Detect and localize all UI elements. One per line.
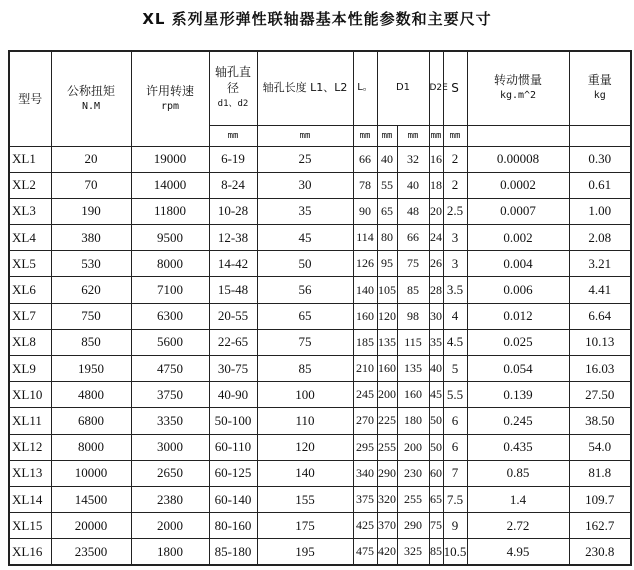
cell-speed: 3000 xyxy=(131,434,209,460)
unit-D1: mm xyxy=(397,125,429,146)
cell-weight: 162.7 xyxy=(569,513,631,539)
cell-E: 18 xyxy=(429,172,443,198)
cell-D: 55 xyxy=(377,172,397,198)
cell-bore: 10-28 xyxy=(209,198,257,224)
cell-D1: 40 xyxy=(397,172,429,198)
cell-len: 110 xyxy=(257,408,353,434)
cell-E: 50 xyxy=(429,408,443,434)
cell-L: 475 xyxy=(353,539,377,565)
cell-S: 4 xyxy=(443,303,467,329)
cell-D1: 98 xyxy=(397,303,429,329)
col-header-bore-length: 轴孔长度 L1、L2 xyxy=(257,51,353,125)
table-row xyxy=(9,225,631,251)
col-header-speed xyxy=(131,51,209,146)
cell-torque: 10000 xyxy=(51,460,131,486)
cell-bore: 22-65 xyxy=(209,329,257,355)
cell-L: 270 xyxy=(353,408,377,434)
cell-E: 65 xyxy=(429,486,443,512)
cell-torque: 750 xyxy=(51,303,131,329)
cell-E: 40 xyxy=(429,356,443,382)
cell-L: 114 xyxy=(353,225,377,251)
cell-len: 65 xyxy=(257,303,353,329)
table-row xyxy=(9,539,631,565)
cell-speed: 3350 xyxy=(131,408,209,434)
col-header-inertia xyxy=(467,51,569,125)
cell-E: 85 xyxy=(429,539,443,565)
unit-empty-weight xyxy=(569,125,631,146)
cell-torque: 380 xyxy=(51,225,131,251)
cell-torque: 23500 xyxy=(51,539,131,565)
cell-len: 50 xyxy=(257,251,353,277)
cell-D1: 290 xyxy=(397,513,429,539)
unit-bore-length: mm xyxy=(257,125,353,146)
cell-S: 3 xyxy=(443,251,467,277)
cell-bore: 40-90 xyxy=(209,382,257,408)
cell-E: 20 xyxy=(429,198,443,224)
cell-L: 185 xyxy=(353,329,377,355)
cell-torque: 8000 xyxy=(51,434,131,460)
cell-S: 9 xyxy=(443,513,467,539)
cell-weight: 6.64 xyxy=(569,303,631,329)
cell-L: 140 xyxy=(353,277,377,303)
cell-bore: 20-55 xyxy=(209,303,257,329)
cell-D: 120 xyxy=(377,303,397,329)
cell-bore: 50-100 xyxy=(209,408,257,434)
cell-len: 75 xyxy=(257,329,353,355)
cell-S: 3 xyxy=(443,225,467,251)
cell-model: XL11 xyxy=(9,408,51,434)
speed-label: 许用转速 xyxy=(145,83,194,98)
bore-label-2: 径 xyxy=(226,81,239,96)
table-row xyxy=(9,277,631,303)
cell-torque: 70 xyxy=(51,172,131,198)
table-row xyxy=(9,382,631,408)
col-header-weight xyxy=(569,51,631,125)
table-row xyxy=(9,513,631,539)
speed-unit: rpm xyxy=(160,100,180,112)
cell-inertia: 0.002 xyxy=(467,225,569,251)
cell-D: 135 xyxy=(377,329,397,355)
cell-inertia: 0.139 xyxy=(467,382,569,408)
cell-D1: 255 xyxy=(397,486,429,512)
cell-speed: 9500 xyxy=(131,225,209,251)
cell-L: 295 xyxy=(353,434,377,460)
cell-speed: 19000 xyxy=(131,146,209,172)
cell-torque: 1950 xyxy=(51,356,131,382)
table-row xyxy=(9,251,631,277)
table-row xyxy=(9,434,631,460)
cell-speed: 1800 xyxy=(131,539,209,565)
cell-inertia: 1.4 xyxy=(467,486,569,512)
cell-S: 2 xyxy=(443,172,467,198)
cell-S: 7.5 xyxy=(443,486,467,512)
cell-len: 100 xyxy=(257,382,353,408)
cell-model: XL12 xyxy=(9,434,51,460)
cell-weight: 4.41 xyxy=(569,277,631,303)
cell-inertia: 0.006 xyxy=(467,277,569,303)
cell-L: 340 xyxy=(353,460,377,486)
cell-len: 35 xyxy=(257,198,353,224)
cell-L: 245 xyxy=(353,382,377,408)
cell-D1: 75 xyxy=(397,251,429,277)
cell-bore: 14-42 xyxy=(209,251,257,277)
weight-label: 重量 xyxy=(587,73,612,88)
cell-model: XL3 xyxy=(9,198,51,224)
cell-D: 320 xyxy=(377,486,397,512)
cell-D1: 230 xyxy=(397,460,429,486)
cell-D1: 115 xyxy=(397,329,429,355)
col-header-bore xyxy=(209,51,257,125)
inertia-label: 转动惯量 xyxy=(493,73,542,88)
cell-D: 105 xyxy=(377,277,397,303)
cell-L: 160 xyxy=(353,303,377,329)
cell-bore: 6-19 xyxy=(209,146,257,172)
cell-weight: 0.61 xyxy=(569,172,631,198)
unit-bore: mm xyxy=(209,125,257,146)
col-header-D2E: D2E xyxy=(429,51,443,125)
cell-len: 140 xyxy=(257,460,353,486)
table-row xyxy=(9,408,631,434)
cell-bore: 30-75 xyxy=(209,356,257,382)
cell-bore: 8-24 xyxy=(209,172,257,198)
cell-L: 375 xyxy=(353,486,377,512)
cell-S: 10.5 xyxy=(443,539,467,565)
weight-unit: kg xyxy=(593,90,606,102)
cell-speed: 3750 xyxy=(131,382,209,408)
cell-inertia: 4.95 xyxy=(467,539,569,565)
cell-E: 45 xyxy=(429,382,443,408)
cell-bore: 15-48 xyxy=(209,277,257,303)
cell-S: 5 xyxy=(443,356,467,382)
cell-len: 25 xyxy=(257,146,353,172)
cell-inertia: 0.004 xyxy=(467,251,569,277)
cell-weight: 10.13 xyxy=(569,329,631,355)
cell-model: XL9 xyxy=(9,356,51,382)
col-header-torque xyxy=(51,51,131,146)
cell-inertia: 0.435 xyxy=(467,434,569,460)
cell-model: XL14 xyxy=(9,486,51,512)
cell-S: 2 xyxy=(443,146,467,172)
torque-label: 公称扭矩 xyxy=(66,83,115,98)
cell-weight: 16.03 xyxy=(569,356,631,382)
cell-weight: 109.7 xyxy=(569,486,631,512)
cell-torque: 20 xyxy=(51,146,131,172)
cell-D1: 48 xyxy=(397,198,429,224)
cell-E: 28 xyxy=(429,277,443,303)
cell-weight: 54.0 xyxy=(569,434,631,460)
col-header-L: L。 xyxy=(353,51,377,125)
cell-weight: 230.8 xyxy=(569,539,631,565)
cell-model: XL15 xyxy=(9,513,51,539)
cell-L: 66 xyxy=(353,146,377,172)
cell-D: 95 xyxy=(377,251,397,277)
cell-D1: 85 xyxy=(397,277,429,303)
cell-E: 50 xyxy=(429,434,443,460)
cell-D: 225 xyxy=(377,408,397,434)
cell-speed: 14000 xyxy=(131,172,209,198)
col-header-D1: D1 xyxy=(377,51,429,125)
cell-E: 75 xyxy=(429,513,443,539)
cell-len: 120 xyxy=(257,434,353,460)
torque-unit: N.M xyxy=(81,100,101,112)
cell-model: XL16 xyxy=(9,539,51,565)
cell-model: XL2 xyxy=(9,172,51,198)
cell-len: 195 xyxy=(257,539,353,565)
cell-inertia: 0.0007 xyxy=(467,198,569,224)
cell-weight: 81.8 xyxy=(569,460,631,486)
cell-torque: 850 xyxy=(51,329,131,355)
cell-D1: 200 xyxy=(397,434,429,460)
col-header-model: 型号 xyxy=(9,51,51,146)
cell-inertia: 0.85 xyxy=(467,460,569,486)
table-row xyxy=(9,460,631,486)
cell-S: 2.5 xyxy=(443,198,467,224)
cell-speed: 6300 xyxy=(131,303,209,329)
cell-torque: 14500 xyxy=(51,486,131,512)
cell-speed: 2000 xyxy=(131,513,209,539)
cell-D: 160 xyxy=(377,356,397,382)
cell-D: 65 xyxy=(377,198,397,224)
cell-len: 56 xyxy=(257,277,353,303)
cell-weight: 38.50 xyxy=(569,408,631,434)
cell-S: 6 xyxy=(443,434,467,460)
cell-bore: 60-110 xyxy=(209,434,257,460)
bore-label-3: d1、d2 xyxy=(217,99,249,110)
table-row xyxy=(9,486,631,512)
cell-inertia: 0.054 xyxy=(467,356,569,382)
cell-D: 290 xyxy=(377,460,397,486)
cell-model: XL4 xyxy=(9,225,51,251)
cell-inertia: 0.245 xyxy=(467,408,569,434)
cell-model: XL1 xyxy=(9,146,51,172)
cell-speed: 2380 xyxy=(131,486,209,512)
cell-L: 78 xyxy=(353,172,377,198)
cell-torque: 190 xyxy=(51,198,131,224)
cell-weight: 2.08 xyxy=(569,225,631,251)
cell-len: 85 xyxy=(257,356,353,382)
page-title: XL 系列星形弹性联轴器基本性能参数和主要尺寸 xyxy=(142,10,492,28)
table-row xyxy=(9,329,631,355)
cell-torque: 6800 xyxy=(51,408,131,434)
unit-D: mm xyxy=(377,125,397,146)
cell-bore: 60-140 xyxy=(209,486,257,512)
cell-weight: 3.21 xyxy=(569,251,631,277)
cell-inertia: 0.025 xyxy=(467,329,569,355)
cell-D: 80 xyxy=(377,225,397,251)
cell-S: 3.5 xyxy=(443,277,467,303)
cell-S: 4.5 xyxy=(443,329,467,355)
cell-torque: 20000 xyxy=(51,513,131,539)
cell-D: 40 xyxy=(377,146,397,172)
cell-model: XL8 xyxy=(9,329,51,355)
cell-model: XL6 xyxy=(9,277,51,303)
cell-L: 90 xyxy=(353,198,377,224)
cell-inertia: 2.72 xyxy=(467,513,569,539)
cell-speed: 4750 xyxy=(131,356,209,382)
cell-weight: 1.00 xyxy=(569,198,631,224)
cell-E: 35 xyxy=(429,329,443,355)
cell-S: 7 xyxy=(443,460,467,486)
cell-D: 420 xyxy=(377,539,397,565)
cell-bore: 80-160 xyxy=(209,513,257,539)
unit-L: mm xyxy=(353,125,377,146)
cell-L: 126 xyxy=(353,251,377,277)
header-row xyxy=(9,51,631,125)
col-header-S: S xyxy=(443,51,467,125)
unit-S: mm xyxy=(443,125,467,146)
cell-bore: 60-125 xyxy=(209,460,257,486)
cell-len: 175 xyxy=(257,513,353,539)
cell-len: 45 xyxy=(257,225,353,251)
cell-L: 425 xyxy=(353,513,377,539)
cell-torque: 530 xyxy=(51,251,131,277)
cell-model: XL5 xyxy=(9,251,51,277)
cell-model: XL13 xyxy=(9,460,51,486)
cell-D1: 66 xyxy=(397,225,429,251)
cell-E: 30 xyxy=(429,303,443,329)
cell-bore: 85-180 xyxy=(209,539,257,565)
table-row xyxy=(9,146,631,172)
cell-E: 60 xyxy=(429,460,443,486)
cell-D: 370 xyxy=(377,513,397,539)
unit-E: mm xyxy=(429,125,443,146)
cell-speed: 7100 xyxy=(131,277,209,303)
unit-empty-inertia xyxy=(467,125,569,146)
cell-D1: 180 xyxy=(397,408,429,434)
cell-E: 24 xyxy=(429,225,443,251)
cell-len: 155 xyxy=(257,486,353,512)
table-row xyxy=(9,303,631,329)
cell-D1: 160 xyxy=(397,382,429,408)
cell-speed: 2650 xyxy=(131,460,209,486)
cell-weight: 27.50 xyxy=(569,382,631,408)
cell-S: 6 xyxy=(443,408,467,434)
cell-L: 210 xyxy=(353,356,377,382)
table-body xyxy=(9,146,631,565)
cell-D1: 135 xyxy=(397,356,429,382)
table-row xyxy=(9,172,631,198)
cell-speed: 8000 xyxy=(131,251,209,277)
cell-torque: 4800 xyxy=(51,382,131,408)
cell-inertia: 0.012 xyxy=(467,303,569,329)
cell-E: 16 xyxy=(429,146,443,172)
spec-table xyxy=(8,50,632,566)
cell-inertia: 0.00008 xyxy=(467,146,569,172)
cell-model: XL7 xyxy=(9,303,51,329)
cell-inertia: 0.0002 xyxy=(467,172,569,198)
cell-weight: 0.30 xyxy=(569,146,631,172)
cell-D1: 325 xyxy=(397,539,429,565)
cell-S: 5.5 xyxy=(443,382,467,408)
bore-label-1: 轴孔直 xyxy=(214,65,251,80)
cell-model: XL10 xyxy=(9,382,51,408)
cell-speed: 5600 xyxy=(131,329,209,355)
cell-len: 30 xyxy=(257,172,353,198)
cell-torque: 620 xyxy=(51,277,131,303)
cell-speed: 11800 xyxy=(131,198,209,224)
cell-D1: 32 xyxy=(397,146,429,172)
cell-bore: 12-38 xyxy=(209,225,257,251)
cell-D: 200 xyxy=(377,382,397,408)
cell-D: 255 xyxy=(377,434,397,460)
table-row xyxy=(9,356,631,382)
inertia-unit: kg.m^2 xyxy=(499,90,537,102)
cell-E: 26 xyxy=(429,251,443,277)
table-row xyxy=(9,198,631,224)
